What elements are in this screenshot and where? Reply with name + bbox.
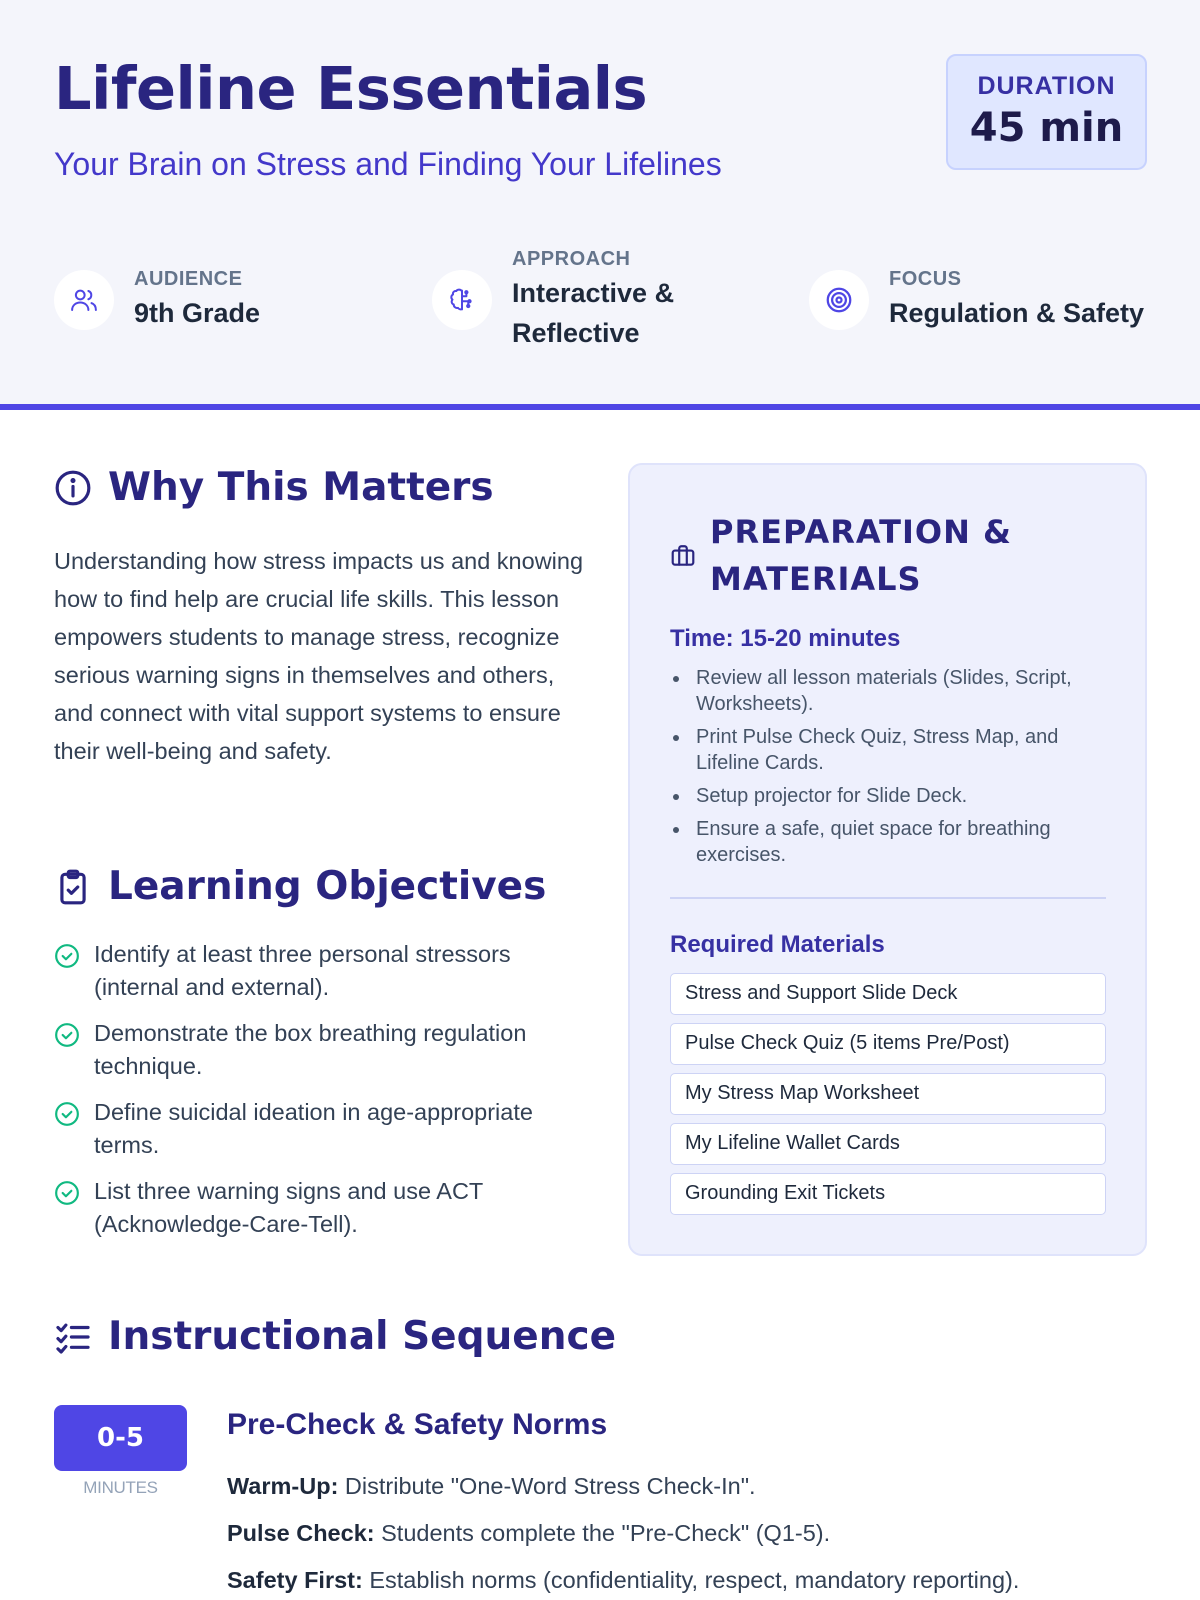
- list-item: Ensure a safe, quiet space for breathing exercises.: [670, 816, 1110, 868]
- sequence-title: Instructional Sequence: [108, 1314, 617, 1359]
- sequence-section-heading: [54, 1314, 616, 1359]
- step-detail-line: [227, 1463, 1167, 1510]
- target-icon: [809, 270, 869, 330]
- list-item: [54, 1017, 594, 1083]
- step-detail-label: Warm-Up:: [227, 1473, 339, 1499]
- check-circle-icon: [54, 1022, 80, 1048]
- objectives-title: Learning Objectives: [108, 864, 547, 909]
- info-icon: [54, 469, 92, 507]
- check-circle-icon: [54, 1101, 80, 1127]
- why-section-heading: [54, 465, 494, 510]
- objective-text: Define suicidal ideation in age-appropriate terms.: [94, 1099, 533, 1158]
- material-item: My Lifeline Wallet Cards: [670, 1123, 1106, 1165]
- clipboard-check-icon: [54, 868, 92, 906]
- brain-icon: [432, 270, 492, 330]
- step-title: Pre-Check & Safety Norms: [227, 1408, 608, 1441]
- meta-audience-label: AUDIENCE: [134, 267, 243, 290]
- objectives-list: [54, 938, 594, 1254]
- meta-focus-label: FOCUS: [889, 267, 962, 290]
- why-paragraph: Understanding how stress impacts us and knowing how to find help are crucial life skills. This lesson empowers students to manage stress, recognize serious warning signs in themselves and others, and connect with vital support systems to ensure their well-being and safety.: [54, 548, 584, 764]
- briefcase-icon: [670, 543, 696, 569]
- meta-approach-label: APPROACH: [512, 247, 631, 270]
- material-item: Stress and Support Slide Deck: [670, 973, 1106, 1015]
- meta-focus: [809, 240, 1144, 360]
- objective-text: Demonstrate the box breathing regulation technique.: [94, 1020, 527, 1079]
- material-item: Grounding Exit Tickets: [670, 1173, 1106, 1215]
- preparation-time: Time: 15-20 minutes: [670, 625, 901, 652]
- check-circle-icon: [54, 943, 80, 969]
- list-item: [54, 1096, 594, 1162]
- page-title: Lifeline Essentials: [54, 54, 648, 123]
- material-item: Pulse Check Quiz (5 items Pre/Post): [670, 1023, 1106, 1065]
- why-title: Why This Matters: [108, 465, 494, 510]
- preparation-card: [628, 463, 1147, 1256]
- list-item: Print Pulse Check Quiz, Stress Map, and Lifeline Cards.: [670, 724, 1110, 776]
- preparation-title: PREPARATION & MATERIALS: [710, 513, 1012, 598]
- duration-label: DURATION: [977, 72, 1116, 100]
- step-detail-text: Students complete the "Pre-Check" (Q1-5).: [374, 1520, 831, 1546]
- list-item: [54, 1175, 594, 1241]
- step-detail-line: [227, 1510, 1167, 1557]
- list-item: Setup projector for Slide Deck.: [670, 783, 1110, 809]
- step-time-unit: MINUTES: [83, 1478, 158, 1497]
- users-icon: [54, 270, 114, 330]
- step-detail-label: Safety First:: [227, 1567, 363, 1593]
- step-detail-text: Establish norms (confidentiality, respect, mandatory reporting).: [362, 1567, 1020, 1593]
- meta-focus-value: Regulation & Safety: [889, 297, 1145, 328]
- list-item: [54, 938, 594, 1004]
- meta-approach: [432, 240, 722, 360]
- preparation-list: [670, 665, 1110, 875]
- meta-audience-value: 9th Grade: [134, 297, 261, 328]
- lesson-header: [0, 0, 1200, 410]
- objective-text: Identify at least three personal stressors (internal and external).: [94, 941, 511, 1000]
- divider: [670, 897, 1106, 899]
- step-detail-line: [227, 1557, 1167, 1600]
- check-circle-icon: [54, 1180, 80, 1206]
- duration-badge: [946, 54, 1147, 170]
- preparation-heading: [670, 509, 1050, 603]
- step-details: [227, 1463, 1167, 1600]
- required-materials-list: [670, 973, 1106, 1223]
- duration-value: 45 min: [969, 105, 1124, 151]
- step-detail-label: Pulse Check:: [227, 1520, 375, 1546]
- objectives-section-heading: [54, 864, 546, 909]
- page-subtitle: Your Brain on Stress and Finding Your Lifelines: [54, 146, 722, 182]
- objective-text: List three warning signs and use ACT (Acknowledge-Care-Tell).: [94, 1178, 483, 1237]
- meta-approach-value: Interactive & Reflective: [512, 277, 675, 348]
- step-time-badge: 0-5: [54, 1405, 187, 1471]
- step-detail-text: Distribute "One-Word Stress Check-In".: [338, 1473, 756, 1499]
- list-item: Review all lesson materials (Slides, Script, Worksheets).: [670, 665, 1110, 717]
- list-checks-icon: [54, 1318, 92, 1356]
- material-item: My Stress Map Worksheet: [670, 1073, 1106, 1115]
- meta-audience: [54, 240, 260, 360]
- required-materials-title: Required Materials: [670, 931, 885, 958]
